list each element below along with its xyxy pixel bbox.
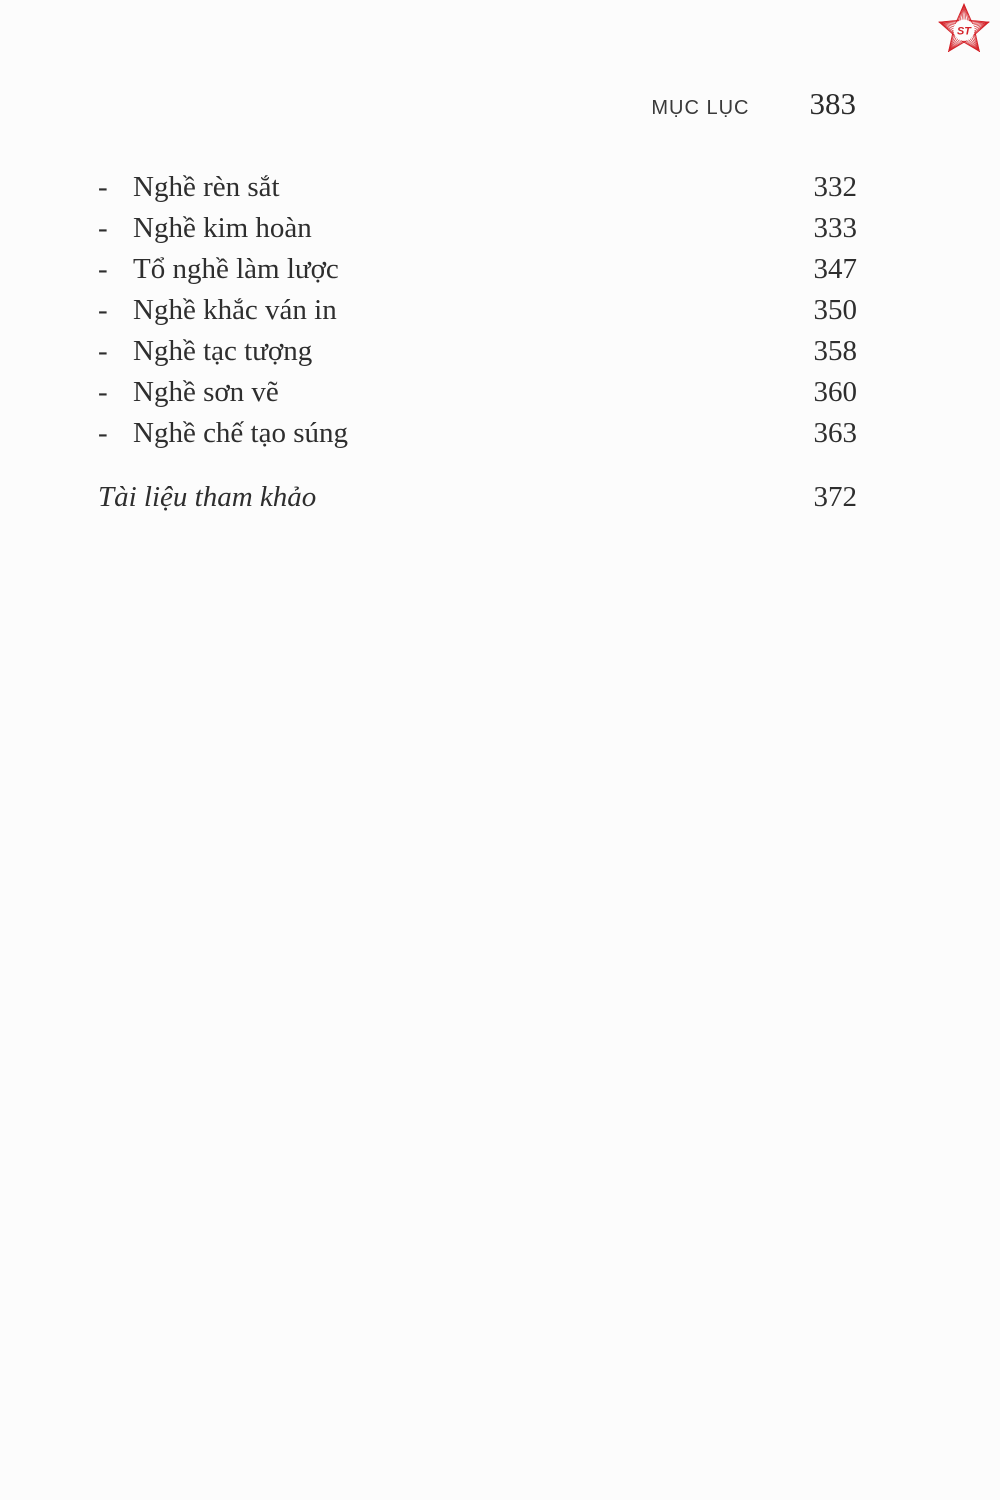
toc-entry (98, 376, 857, 417)
toc-entry-label: Nghề khắc ván in (133, 294, 337, 326)
bullet-dash: - (98, 253, 108, 285)
toc-entry (98, 253, 857, 294)
current-page-number: 383 (809, 86, 856, 121)
starburst-svg (935, 1, 993, 63)
toc-entry (98, 171, 857, 212)
toc-entry-page: 350 (813, 294, 857, 326)
toc-entry-page: 358 (813, 335, 857, 367)
toc-entry-page: 347 (813, 253, 857, 285)
toc-list (98, 171, 857, 522)
bullet-dash: - (98, 376, 108, 408)
toc-entry (98, 294, 857, 335)
toc-reference-entry (98, 481, 857, 522)
toc-entry (98, 212, 857, 253)
bullet-dash: - (98, 294, 108, 326)
running-head (0, 86, 856, 122)
toc-entry-label: Nghề sơn vẽ (133, 376, 279, 408)
toc-entry-page: 332 (813, 171, 857, 203)
reference-page: 372 (813, 481, 857, 513)
bullet-dash: - (98, 212, 108, 244)
toc-entry-label: Tổ nghề làm lược (133, 253, 339, 285)
toc-entry-label: Nghề tạc tượng (133, 335, 313, 367)
bullet-dash: - (98, 171, 108, 203)
toc-entry-page: 360 (813, 376, 857, 408)
page-title: MỤC LỤC (651, 97, 750, 119)
toc-entry-label: Nghề kim hoàn (133, 212, 312, 244)
toc-entry (98, 417, 857, 458)
toc-entry (98, 335, 857, 376)
toc-entry-page: 363 (813, 417, 857, 449)
logo-st-text: ST (957, 25, 971, 38)
bullet-dash: - (98, 417, 108, 449)
toc-entry-label: Nghề chế tạo súng (133, 417, 349, 449)
bullet-dash: - (98, 335, 108, 367)
toc-entry-page: 333 (813, 212, 857, 244)
toc-entry-label: Nghề rèn sắt (133, 171, 280, 203)
st-starburst-logo (935, 1, 993, 63)
reference-label: Tài liệu tham khảo (98, 481, 317, 513)
